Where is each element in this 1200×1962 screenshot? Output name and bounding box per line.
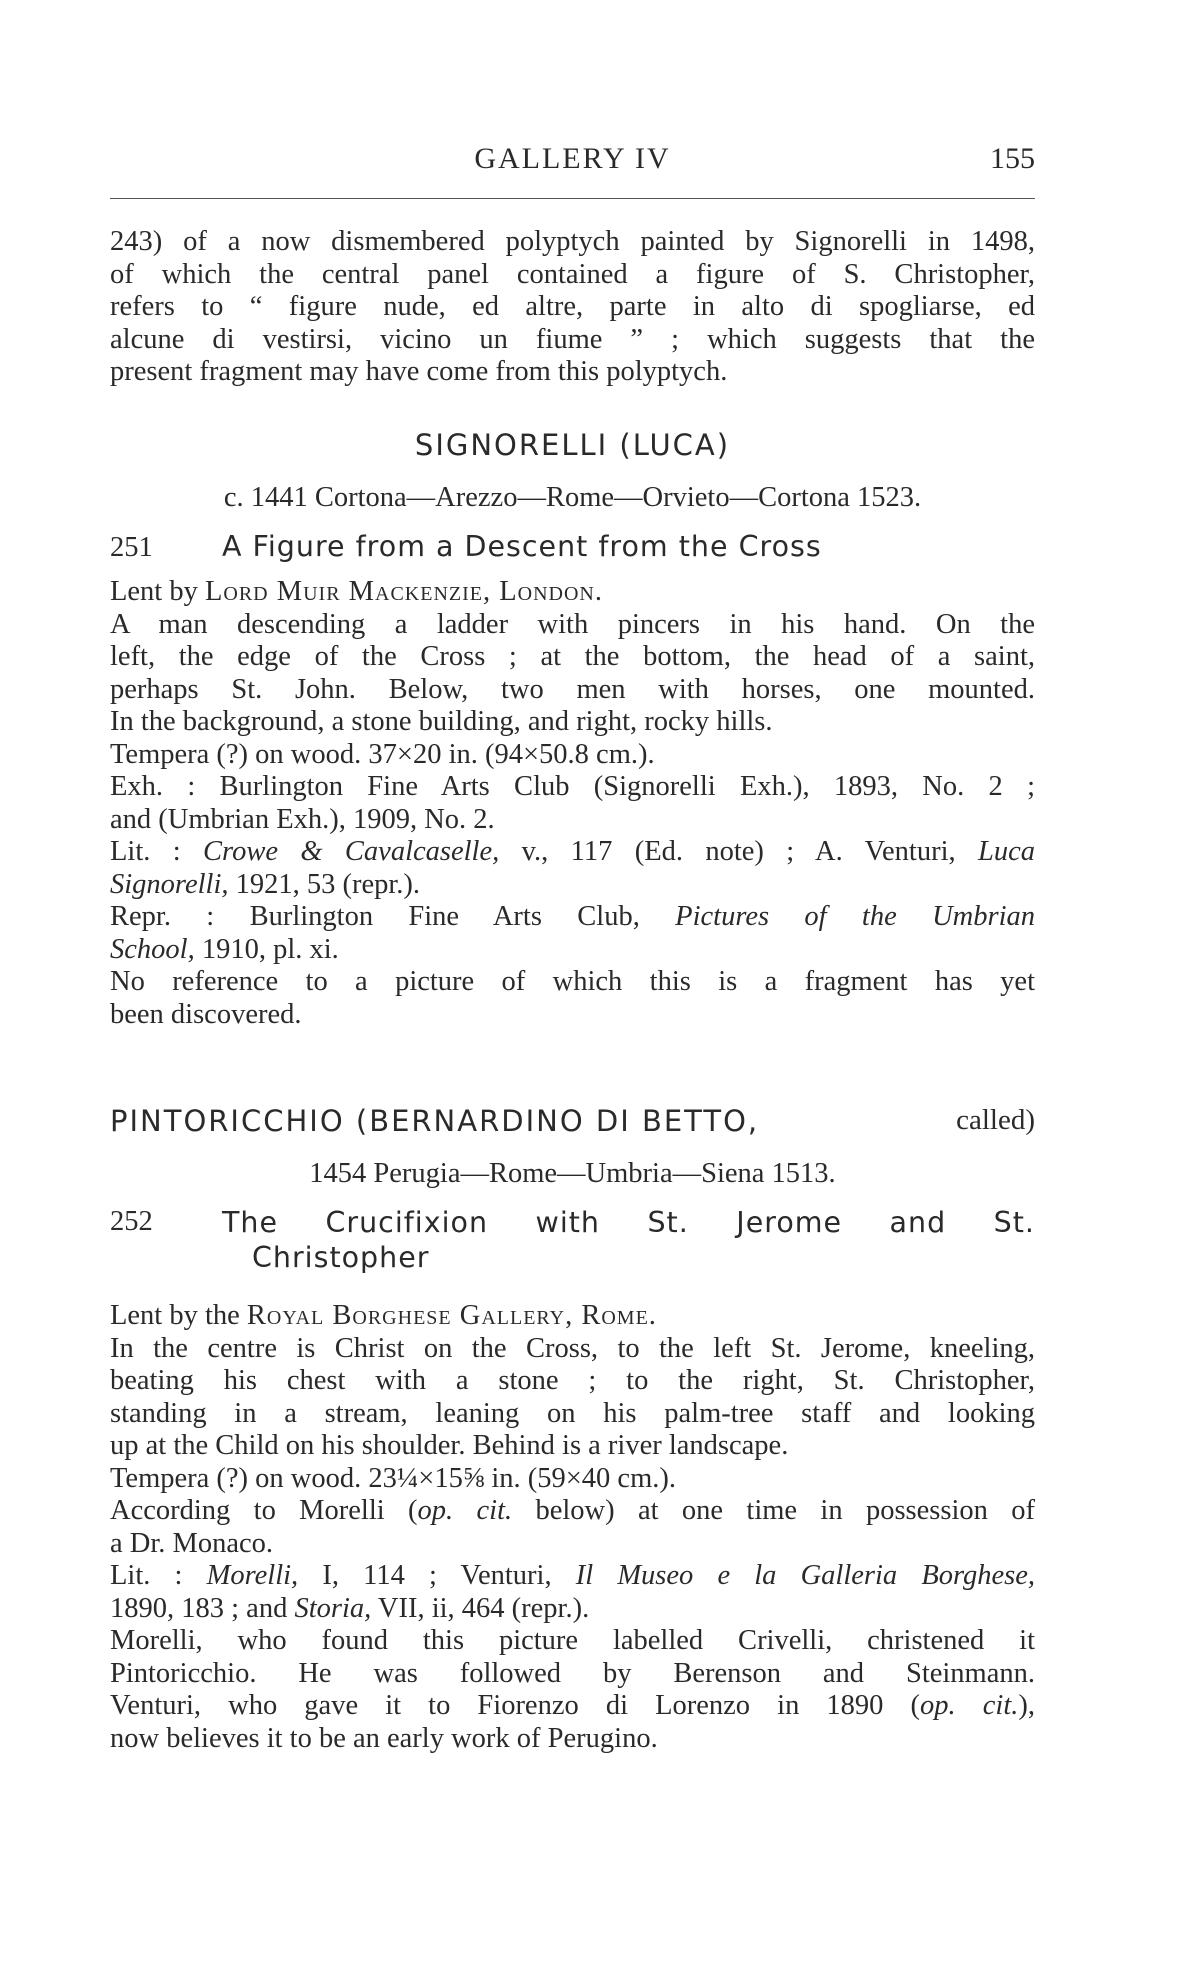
- exhibition-line: and (Umbrian Exh.), 1909, No. 2.: [110, 803, 495, 835]
- header-rule: [110, 198, 1035, 199]
- running-head: [110, 142, 1035, 178]
- text-line: In the background, a stone building, and right, rocky hills.: [110, 706, 773, 737]
- text-line: Pintoricchio. He was followed by Berenson and Steinmann.: [110, 1657, 1035, 1689]
- text-line: refers to “ figure nude, ed altre, parte in alto di spogliarse, ed: [110, 291, 1035, 322]
- text-line: perhaps St. John. Below, two men with horses, one mounted.: [110, 673, 1035, 705]
- literature-line: 1890, 183 ; and Storia, VII, ii, 464 (repr.).: [110, 1592, 590, 1624]
- text-line: been discovered.: [110, 998, 302, 1030]
- exhibition-line: Exh. : Burlington Fine Arts Club (Signorelli Exh.), 1893, No. 2 ;: [110, 771, 1035, 802]
- entry-251-body: [110, 576, 1035, 1031]
- medium-line: Tempera (?) on wood. 37×20 in. (94×50.8 cm.).: [110, 738, 655, 770]
- artist-dates-signorelli: c. 1441 Cortona—Arezzo—Rome—Orvieto—Cortona 1523.: [223, 482, 922, 513]
- running-head-title: GALLERY IV: [474, 142, 671, 175]
- literature-line: Lit. : Crowe & Cavalcaselle, v., 117 (Ed. note) ; A. Venturi, Luca: [110, 836, 1035, 867]
- catalogue-number: 252: [110, 1206, 153, 1237]
- reproduction-line: School, 1910, pl. xi.: [110, 933, 339, 965]
- text-line: present fragment may have come from this polyptych.: [110, 356, 728, 387]
- text-line: Morelli, who found this picture labelled Crivelli, christened it: [110, 1625, 1035, 1656]
- medium-line: Tempera (?) on wood. 23¼×15⅝ in. (59×40 cm.).: [110, 1462, 676, 1494]
- text-line: up at the Child on his shoulder. Behind is a river landscape.: [110, 1430, 789, 1461]
- lender-line: Lent by Lord Muir Mackenzie, London.: [110, 576, 603, 607]
- text-line: of which the central panel contained a figure of S. Christopher,: [110, 258, 1035, 290]
- provenance-line: According to Morelli (op. cit. below) at one time in possession of: [110, 1495, 1035, 1526]
- artist-heading-signorelli: SIGNORELLI (LUCA): [414, 428, 731, 462]
- text-line: beating his chest with a stone ; to the right, St. Christopher,: [110, 1365, 1035, 1396]
- page-number: 155: [990, 142, 1035, 175]
- text-line: No reference to a picture of which this is a fragment has yet: [110, 966, 1035, 997]
- text-line: left, the edge of the Cross ; at the bottom, the head of a saint,: [110, 641, 1035, 672]
- entry-title: A Figure from a Descent from the Cross: [222, 530, 822, 563]
- literature-line: Lit. : Morelli, I, 114 ; Venturi, Il Museo e la Galleria Borghese,: [110, 1560, 1036, 1591]
- text-line: standing in a stream, leaning on his palm-tree staff and looking: [110, 1397, 1035, 1429]
- text-line: alcune di vestirsi, vicino un fiume ” ; which suggests that the: [110, 323, 1035, 355]
- entry-title: Christopher: [252, 1241, 430, 1274]
- text-line: now believes it to be an early work of Perugino.: [110, 1722, 658, 1754]
- entry-title: The Crucifixion with St. Jerome and St.: [222, 1206, 1035, 1239]
- entry-252-body: [110, 1300, 1035, 1755]
- catalogue-number: 251: [110, 532, 153, 563]
- catalogue-entry-252-heading: [110, 1206, 1035, 1274]
- text-line: 243) of a now dismembered polyptych painted by Signorelli in 1498,: [110, 226, 1035, 257]
- text-line: Venturi, who gave it to Fiorenzo di Lorenzo in 1890 (op. cit.),: [110, 1690, 1035, 1721]
- artist-heading-pintoricchio: PINTORICCHIO (BERNARDINO DI BETTO, called): [110, 1104, 1035, 1138]
- reproduction-line: Repr. : Burlington Fine Arts Club, Pictures of the Umbrian: [110, 901, 1036, 932]
- text-line: A man descending a ladder with pincers in his hand. On the: [110, 608, 1035, 640]
- literature-line: Signorelli, 1921, 53 (repr.).: [110, 868, 421, 900]
- lender-line: Lent by the Royal Borghese Gallery, Rome.: [110, 1300, 657, 1331]
- catalogue-entry-251-heading: [110, 530, 1035, 564]
- intro-paragraph: [110, 226, 1035, 389]
- artist-dates-pintoricchio: 1454 Perugia—Rome—Umbria—Siena 1513.: [309, 1158, 836, 1189]
- text-line: In the centre is Christ on the Cross, to the left St. Jerome, kneeling,: [110, 1332, 1035, 1364]
- provenance-line: a Dr. Monaco.: [110, 1527, 274, 1559]
